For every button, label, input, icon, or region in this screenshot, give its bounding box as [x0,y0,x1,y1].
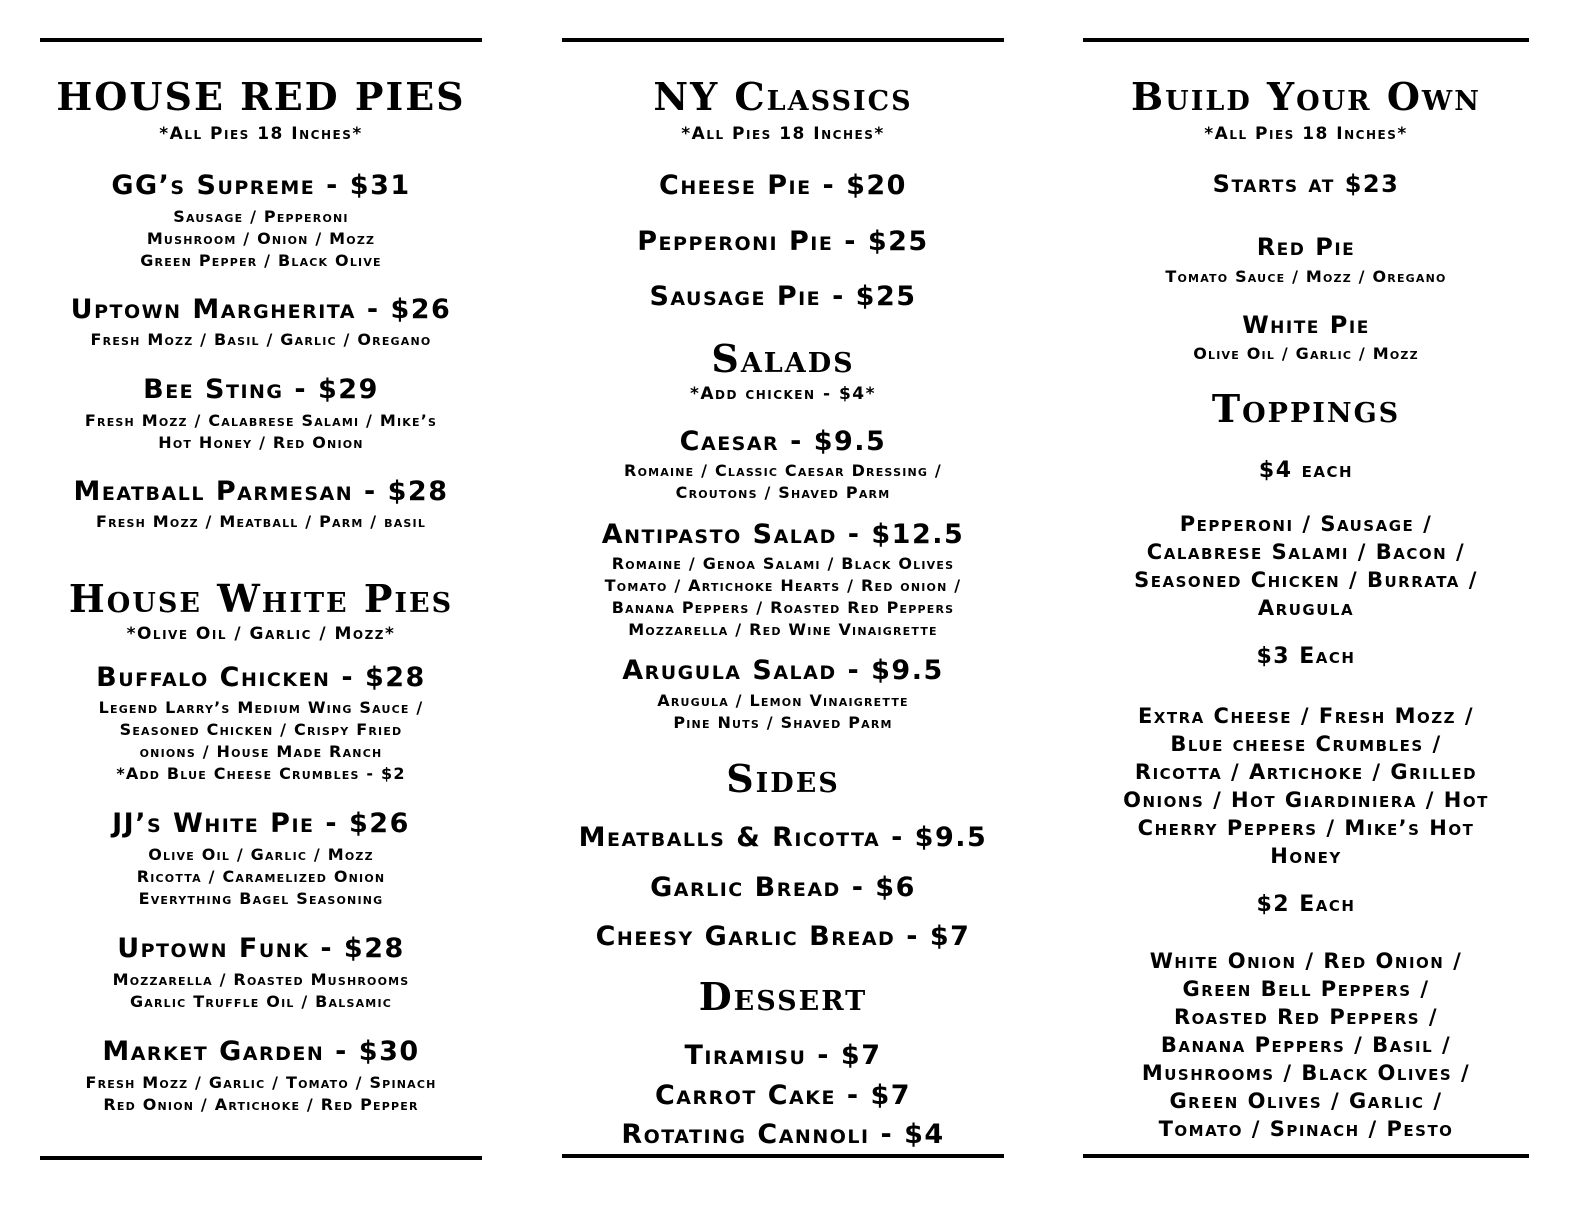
bottom-rule [1083,1154,1529,1158]
topping-tier-price: $2 Each [1256,892,1356,917]
menu-item-desc: Romaine / Classic Caesar Dressing / Croutons / Shaved Parm [624,461,942,502]
menu-item-name: Buffalo Chicken - $28 [96,662,426,693]
menu-column-house-pies [40,0,482,1224]
topping-tier-price: $4 each [1258,458,1354,483]
menu-item-name: Antipasto Salad - $12.5 [601,519,965,550]
bottom-rule [562,1154,1004,1158]
menu-item-name: Market Garden - $30 [102,1036,420,1067]
section-note: *All Pies 18 Inches* [159,124,363,144]
topping-tier-list: Extra Cheese / Fresh Mozz / Blue cheese Crumbles / Ricotta / Artichoke / Grilled Onions / Hot Giardiniera / Hot Cherry Peppers / Mike’s Hot Honey [1123,704,1489,868]
menu-item-desc: Mozzarella / Roasted Mushrooms Garlic Truffle Oil / Balsamic [112,970,410,1011]
menu-column-classics [562,0,1004,1224]
menu-item-name: Cheese Pie - $20 [659,170,907,201]
base-desc: Olive Oil / Garlic / Mozz [1193,344,1419,363]
menu-item-name: Carrot Cake - $7 [654,1080,912,1111]
section-title-house-white-pies: House White Pies [68,576,454,621]
menu-item-name: Pepperoni Pie - $25 [637,226,929,257]
menu-item-desc: Fresh Mozz / Garlic / Tomato / Spinach Red Onion / Artichoke / Red Pepper [85,1073,437,1114]
bottom-rule [40,1156,482,1160]
menu-item-name: Uptown Funk - $28 [117,933,405,964]
menu-item-name: JJ’s White Pie - $26 [112,808,410,839]
topping-tier-list: White Onion / Red Onion / Green Bell Peppers / Roasted Red Peppers / Banana Peppers / Basil / Mushrooms / Black Olives / Green Olives / Garlic / Tomato / Spinach / Pesto [1141,949,1471,1141]
section-title-house-red-pies: HOUSE RED PIES [56,74,466,119]
menu-item-name: Meatballs & Ricotta - $9.5 [578,822,988,853]
menu-item-desc: Legend Larry’s Medium Wing Sauce / Seasoned Chicken / Crispy Fried onions / House Made Ranch *Add Blue Cheese Crumbles - $2 [98,698,424,783]
menu-item-desc: Romaine / Genoa Salami / Black Olives Tomato / Artichoke Hearts / Red onion / Banana Peppers / Roasted Red Peppers Mozzarella / Red Wine Vinaigrette [604,554,962,639]
menu-item-name: Garlic Bread - $6 [650,872,916,903]
section-title-toppings: Toppings [1211,386,1401,431]
menu-item-name: Caesar - $9.5 [679,426,887,457]
menu-item-name: Uptown Margherita - $26 [70,294,452,325]
menu-item-name: Sausage Pie - $25 [649,281,917,312]
menu-item-name: Cheesy Garlic Bread - $7 [595,921,971,952]
top-rule [562,38,1004,42]
top-rule [1083,38,1529,42]
topping-tier-price: $3 Each [1256,644,1356,669]
section-title-sides: Sides [726,756,840,801]
base-name: White Pie [1242,311,1370,339]
menu-item-desc: Arugula / Lemon Vinaigrette Pine Nuts / Shaved Parm [657,691,909,732]
menu-item-name: Arugula Salad - $9.5 [622,655,944,686]
top-rule [40,38,482,42]
section-title-ny-classics: NY Classics [653,74,913,119]
menu-item-desc: Fresh Mozz / Basil / Garlic / Oregano [90,330,432,349]
menu-item-name: Meatball Parmesan - $28 [73,476,449,507]
starting-price: Starts at $23 [1212,170,1400,198]
menu-item-name: Rotating Cannoli - $4 [621,1119,945,1150]
topping-tier-list: Pepperoni / Sausage / Calabrese Salami / Bacon / Seasoned Chicken / Burrata / Arugula [1134,512,1478,620]
base-name: Red Pie [1256,233,1356,261]
menu-item-desc: Sausage / Pepperoni Mushroom / Onion / Mozz Green Pepper / Black Olive [140,207,382,270]
menu-item-desc: Fresh Mozz / Meatball / Parm / basil [95,512,427,531]
menu-item-desc: Olive Oil / Garlic / Mozz Ricotta / Caramelized Onion Everything Bagel Seasoning [136,845,386,908]
section-title-dessert: Dessert [698,974,868,1019]
section-title-build-your-own: Build Your Own [1131,74,1481,119]
section-note: *All Pies 18 Inches* [681,124,885,144]
menu-item-name: Bee Sting - $29 [143,374,379,405]
section-title-salads: Salads [711,336,855,381]
menu-item-name: Tiramisu - $7 [684,1040,882,1071]
section-note: *Olive Oil / Garlic / Mozz* [126,624,396,644]
base-desc: Tomato Sauce / Mozz / Oregano [1165,267,1447,286]
section-note: *All Pies 18 Inches* [1204,124,1408,144]
menu-item-name: GG’s Supreme - $31 [111,170,411,201]
menu-column-build-your-own [1083,0,1529,1224]
menu-item-desc: Fresh Mozz / Calabrese Salami / Mike’s Hot Honey / Red Onion [84,411,438,452]
section-note: *Add chicken - $4* [690,384,876,404]
